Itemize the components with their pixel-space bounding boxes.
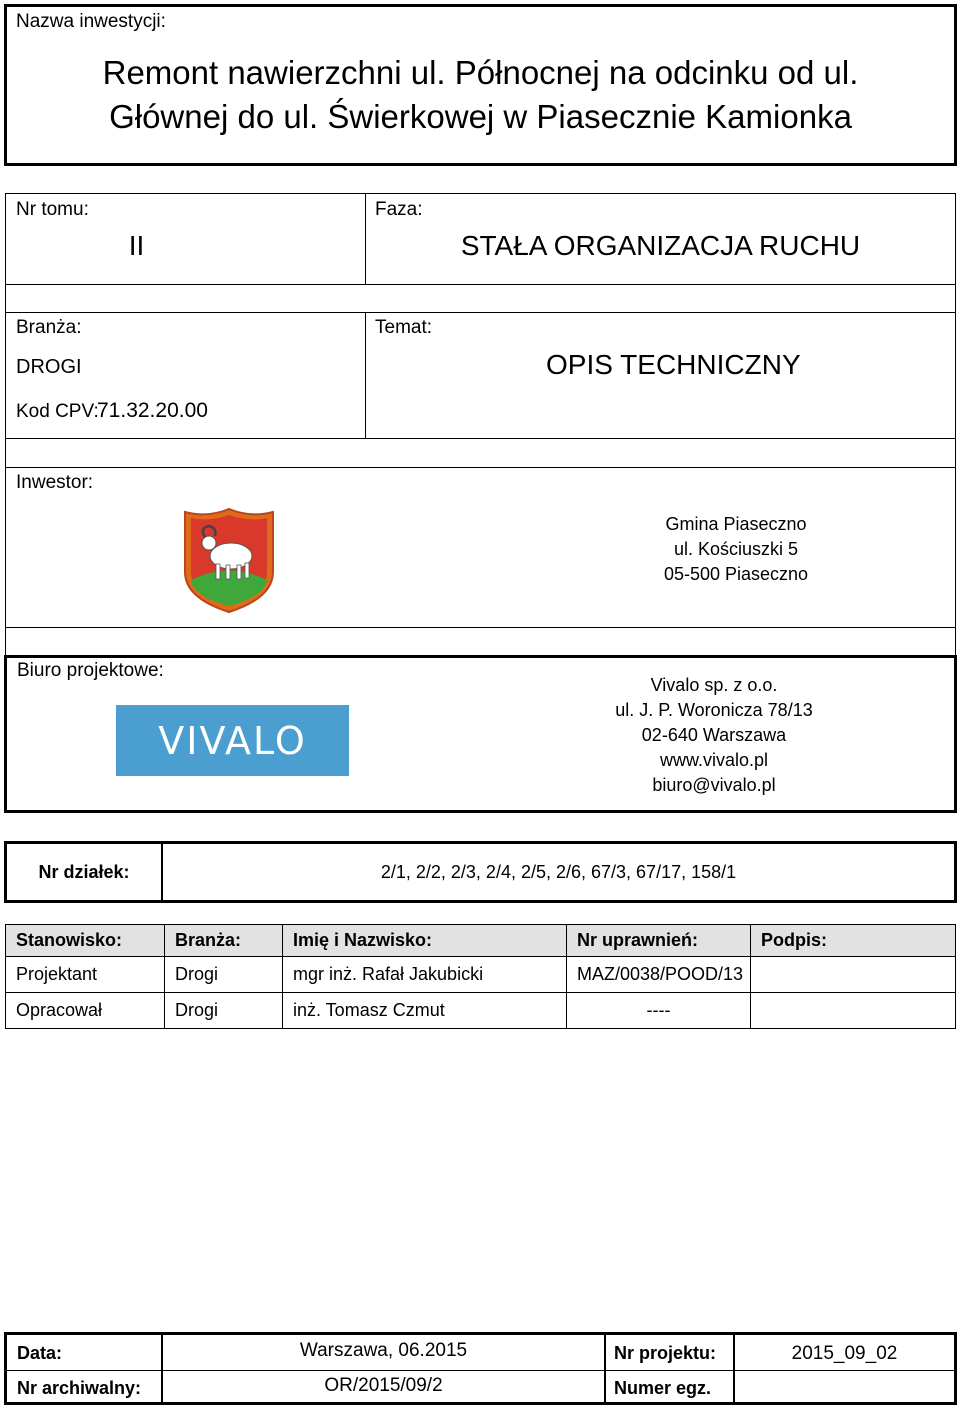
investor-line1: Gmina Piaseczno — [665, 514, 807, 534]
row1-branch: Drogi — [165, 957, 283, 993]
row2-license: ---- — [567, 993, 751, 1029]
design-office-box — [4, 655, 957, 813]
staff-table — [5, 924, 956, 1029]
cpv-label: Kod CPV: — [16, 401, 99, 422]
investment-label: Nazwa inwestycji: — [16, 11, 166, 32]
plots-value: 2/1, 2/2, 2/3, 2/4, 2/5, 2/6, 67/3, 67/17, 158/1 — [380, 862, 737, 882]
investor-line2: ul. Kościuszki 5 — [673, 539, 799, 559]
spacer-row-3 — [5, 627, 956, 656]
phase-box — [365, 193, 956, 285]
investment-box — [4, 4, 957, 166]
row2-branch: Drogi — [165, 993, 283, 1029]
table-row — [6, 993, 956, 1029]
design-office-line2: ul. J. P. Woronicza 78/13 — [615, 700, 813, 720]
investor-label: Inwestor: — [16, 472, 94, 493]
archive-label: Nr archiwalny: — [17, 1378, 142, 1398]
plots-box — [4, 841, 957, 903]
row2-position: Opracował — [6, 993, 165, 1029]
cpv-value: 71.32.20.00 — [97, 399, 208, 422]
design-office-line3: 02-640 Warszawa — [641, 725, 787, 745]
staff-table-header — [6, 925, 956, 957]
archive-value: OR/2015/09/2 — [324, 1375, 443, 1396]
branch-box — [5, 312, 366, 439]
design-office-line1: Vivalo sp. z o.o. — [650, 675, 778, 695]
row2-name: inż. Tomasz Czmut — [283, 993, 567, 1029]
header-position: Stanowisko: — [6, 925, 165, 957]
header-branch: Branża: — [165, 925, 283, 957]
row1-license: MAZ/0038/POOD/13 — [567, 957, 751, 993]
design-office-line4: www.vivalo.pl — [659, 750, 769, 770]
footer-box — [4, 1332, 957, 1405]
investment-title-line2: Głównej do ul. Świerkowej w Piasecznie Kamionka — [109, 98, 852, 135]
design-office-line5: biuro@vivalo.pl — [652, 775, 776, 795]
topic-box — [365, 312, 956, 439]
copy-label: Numer egz. — [614, 1378, 712, 1398]
date-value: Warszawa, 06.2015 — [299, 1340, 468, 1361]
phase-value: STAŁA ORGANIZACJA RUCHU — [460, 230, 861, 261]
row1-position: Projektant — [6, 957, 165, 993]
footer-divider-h — [7, 1370, 954, 1371]
date-label: Data: — [17, 1343, 63, 1363]
table-row — [6, 957, 956, 993]
branch-value: DROGI — [16, 356, 82, 378]
row2-signature — [751, 993, 956, 1029]
piaseczno-coat-of-arms-icon — [179, 506, 279, 614]
topic-value: OPIS TECHNICZNY — [546, 349, 801, 380]
spacer-row-2 — [5, 438, 956, 468]
header-license: Nr uprawnień: — [567, 925, 751, 957]
investor-line3: 05-500 Piaseczno — [663, 564, 809, 584]
volume-label: Nr tomu: — [16, 199, 89, 220]
header-name: Imię i Nazwisko: — [283, 925, 567, 957]
investor-box — [5, 467, 956, 628]
phase-label: Faza: — [375, 199, 423, 220]
vivalo-logo — [116, 705, 349, 776]
plots-label: Nr działek: — [38, 862, 130, 882]
branch-label: Branża: — [16, 317, 82, 338]
row1-signature — [751, 957, 956, 993]
investor-address — [566, 512, 906, 587]
volume-value: II — [128, 230, 145, 261]
volume-box — [5, 193, 366, 285]
project-label: Nr projektu: — [614, 1343, 717, 1363]
topic-label: Temat: — [375, 317, 433, 338]
design-office-address — [544, 673, 884, 798]
vivalo-logo-text: VIVALO — [158, 718, 307, 763]
design-office-label: Biuro projektowe: — [17, 660, 164, 681]
project-value: 2015_09_02 — [791, 1343, 898, 1364]
investment-title-line1: Remont nawierzchni ul. Północnej na odcinku od ul. — [102, 54, 859, 91]
header-signature: Podpis: — [751, 925, 956, 957]
row1-name: mgr inż. Rafał Jakubicki — [283, 957, 567, 993]
spacer-row-1 — [5, 284, 956, 313]
investment-title — [7, 51, 954, 139]
footer-divider-v2 — [604, 1335, 606, 1402]
